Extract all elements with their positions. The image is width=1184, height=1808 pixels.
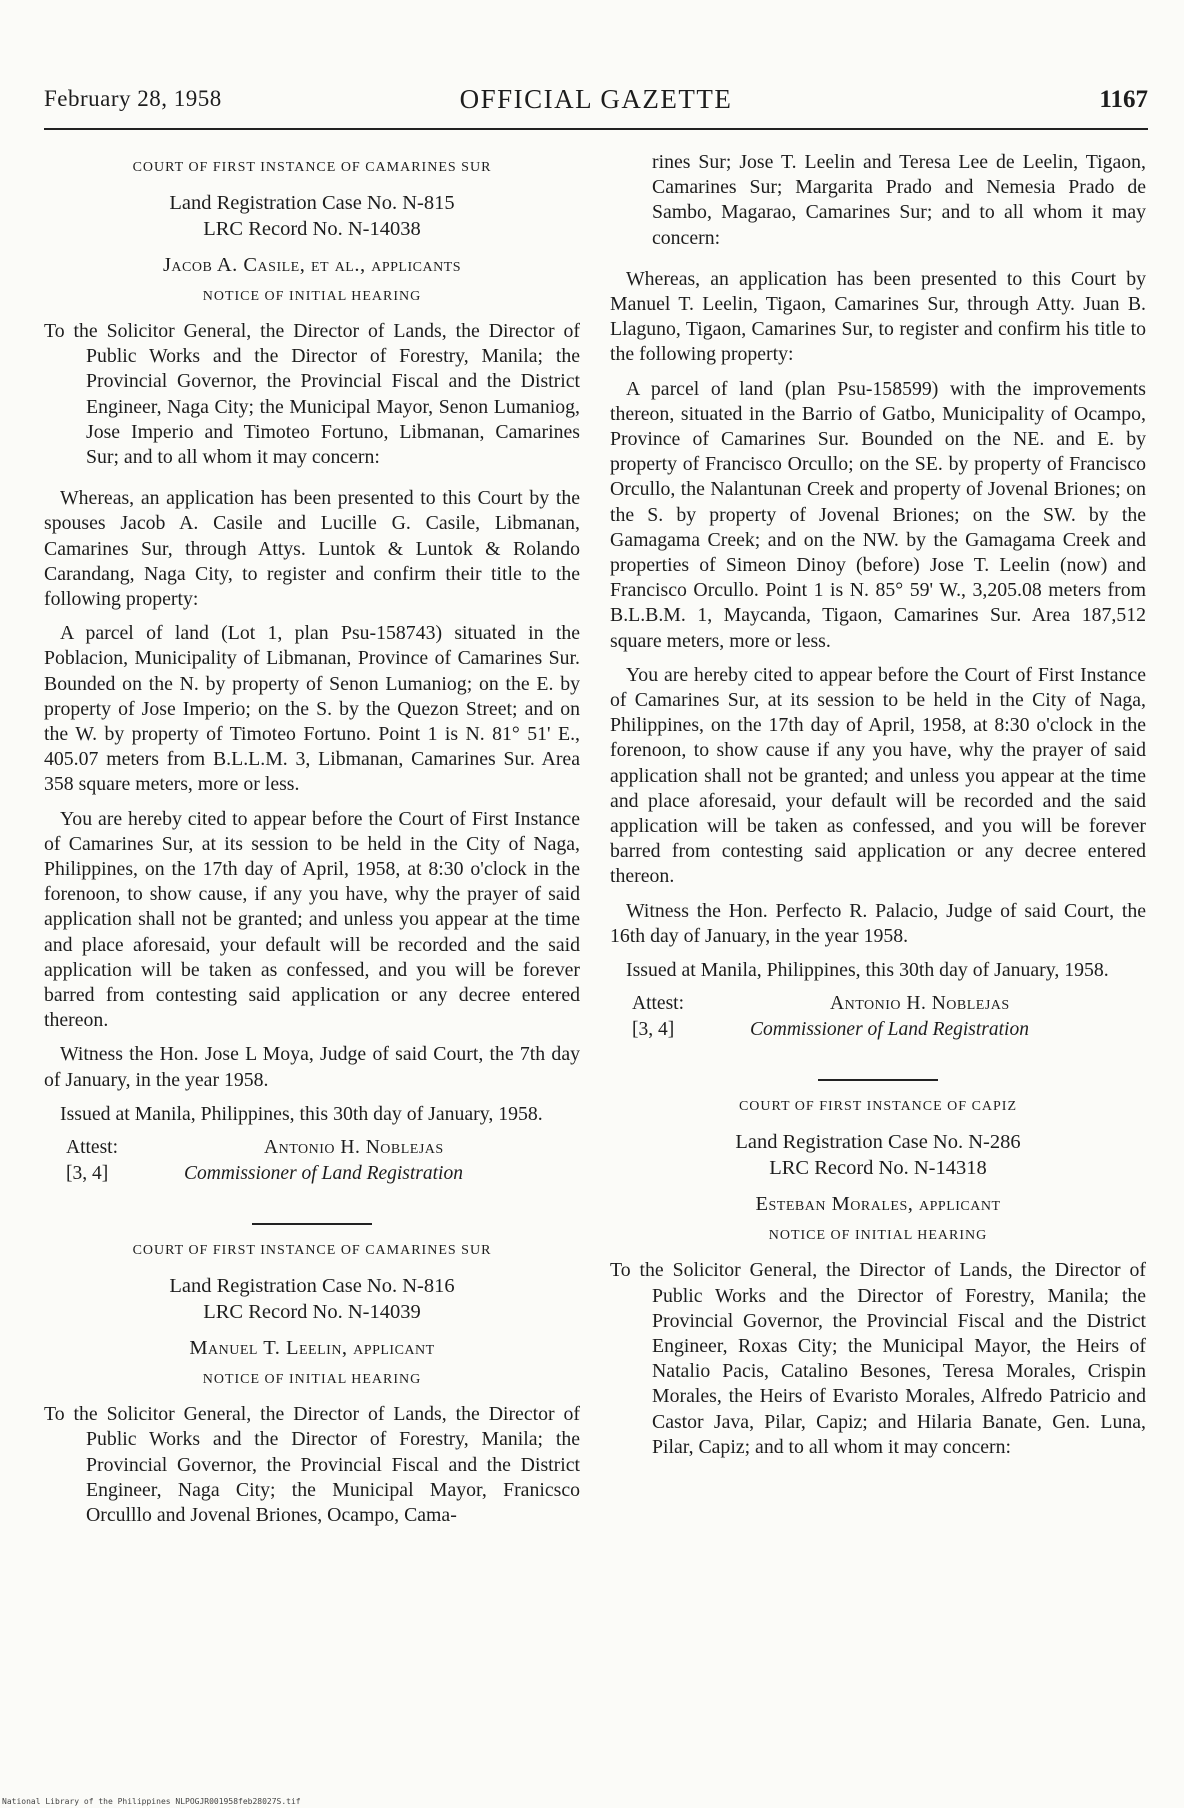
record-number: LRC Record No. N-14039 xyxy=(203,1301,421,1324)
case-number: Land Registration Case No. N-286 xyxy=(735,1131,1021,1154)
addressees-continued: rines Sur; Jose T. Leelin and Teresa Lee de Leelin, Tigaon, Camarines Sur; Margarita Prado and Nemesia Prado de Sambo, Magarao, Camarines Sur; and to all whom it may concern: xyxy=(652,151,1146,249)
notice-divider xyxy=(818,1079,938,1081)
court-name: COURT OF FIRST INSTANCE OF CAMARINES SUR xyxy=(132,160,492,175)
addressees-paragraph: To the Solicitor General, the Director of Lands, the Director of Public Works and the Director of Forestry, Manila; the Provincial Governor, the Provincial Fiscal and the District Engineer, Naga City; the Municipal Mayor, Senon Lumaniog, Jose Imperio and Timoteo Fortuno, Libmanan, Camarines Sur; and to all whom it may concern: xyxy=(44,320,580,469)
publication-title: OFFICIAL GAZETTE xyxy=(459,84,733,114)
record-number: LRC Record No. N-14318 xyxy=(769,1157,987,1180)
signer-title: Commissioner of Land Registration xyxy=(750,1019,1029,1041)
signer-name: Antonio H. Noblejas xyxy=(264,1137,444,1159)
whereas-paragraph: Whereas, an application has been presented to this Court by the spouses Jacob A. Casile and Lucille G. Casile, Libmanan, Camarines Sur, through Attys. Luntok & Luntok & Rolando Carandang, Naga City, to register and confirm their title to the following property: xyxy=(44,487,580,611)
witness-paragraph: Witness the Hon. Jose L Moya, Judge of said Court, the 7th day of January, in the year 1958. xyxy=(44,1043,580,1091)
applicant-name: Esteban Morales, applicant xyxy=(755,1193,1001,1216)
right-column xyxy=(610,150,1146,1460)
notice-heading: NOTICE OF INITIAL HEARING xyxy=(202,289,422,304)
signer-name: Antonio H. Noblejas xyxy=(830,993,1010,1015)
signer-title: Commissioner of Land Registration xyxy=(184,1163,463,1185)
court-name: COURT OF FIRST INSTANCE OF CAMARINES SUR xyxy=(132,1243,492,1259)
attest-label: Attest: xyxy=(632,993,684,1015)
header-rule xyxy=(44,128,1148,130)
notice-divider xyxy=(252,1223,372,1225)
page-number: 1167 xyxy=(1099,86,1148,113)
court-name: COURT OF FIRST INSTANCE OF CAPIZ xyxy=(738,1099,1018,1115)
citation-paragraph: You are hereby cited to appear before the Court of First Instance of Camarines Sur, at its session to be held in the City of Naga, Philippines, on the 17th day of April, 1958, at 8:30 o'clock in the forenoon, to show cause, if any you have, why the prayer of said application shall not be granted; and unless you appear at the time and place aforesaid, your default will be recorded and the said application will be taken as confessed, and you will be forever barred from contesting said application or any decree entered thereon. xyxy=(44,807,580,1032)
parcel-paragraph: A parcel of land (plan Psu-158599) with the improvements thereon, situated in the Barrio of Gatbo, Municipality of Ocampo, Province of Camarines Sur. Bounded on the NE. and E. by property of Francisco Orcullo; on the SE. by property of Francisco Orcullo, the Nalantunan Creek and property of Jovenal Briones; on the S. by property of Jovenal Briones; on the SW. by the Gamagama Creek; and on the NW. by the Gamagama Creek and properties of Simeon Dinoy (before) Jose T. Leelin (now) and Francisco Orcullo. Point 1 is N. 85° 59' W., 3,205.08 meters from B.L.B.M. 1, Maycanda, Tigaon, Camarines Sur. Area 187,512 square meters, more or less. xyxy=(610,377,1146,652)
reference-tag: [3, 4] xyxy=(632,1019,675,1041)
reference-tag: [3, 4] xyxy=(66,1163,109,1185)
left-column xyxy=(44,150,580,1528)
issued-paragraph: Issued at Manila, Philippines, this 30th day of January, 1958. xyxy=(60,1102,543,1125)
case-number: Land Registration Case No. N-816 xyxy=(169,1275,455,1298)
notice-heading: NOTICE OF INITIAL HEARING xyxy=(768,1228,988,1244)
issued-paragraph: Issued at Manila, Philippines, this 30th day of January, 1958. xyxy=(626,959,1109,982)
page-header xyxy=(44,86,1148,118)
applicant-name: Jacob A. Casile, et al., applicants xyxy=(162,254,462,276)
applicant-name: Manuel T. Leelin, applicant xyxy=(189,1337,435,1360)
addressees-paragraph: To the Solicitor General, the Director of Lands, the Director of Public Works and the Director of Forestry, Manila; the Provincial Governor, the Provincial Fiscal and the District Engineer, Roxas City; the Municipal Mayor, the Heirs of Natalio Pacis, Catalino Besones, Teresa Morales, Crispin Morales, the Heirs of Evaristo Morales, Alfredo Patricio and Castor Java, Pilar, Capiz; and Hilaria Banate, Gen. Luna, Pilar, Capiz; and to all whom it may concern: xyxy=(610,1259,1146,1458)
parcel-paragraph: A parcel of land (Lot 1, plan Psu-158743) situated in the Poblacion, Municipality of Libmanan, Province of Camarines Sur. Bounded on the N. by property of Senon Lumaniog; on the E. by property of Jose Imperio; on the S. by the Quezon Street; and on the W. by property of Timoteo Fortuno. Point 1 is N. 81° 51' E., 405.07 meters from B.L.L.M. 3, Libmanan, Camarines Sur. Area 358 square meters, more or less. xyxy=(44,622,580,796)
signature-block xyxy=(44,1137,580,1193)
addressees-paragraph: To the Solicitor General, the Director of Lands, the Director of Public Works and the Director of Forestry, Manila; the Provincial Governor, the Provincial Fiscal and the District Engineer, Naga City; the Municipal Mayor, Franicsco Orculllo and Jovenal Briones, Ocampo, Cama- xyxy=(44,1403,580,1526)
signature-block xyxy=(610,993,1146,1049)
notice-heading: NOTICE OF INITIAL HEARING xyxy=(202,1372,422,1388)
attest-label: Attest: xyxy=(66,1137,118,1159)
scan-footer: National Library of the Philippines NLPOGJR001958feb28027S.tif xyxy=(2,1797,301,1806)
issue-date: February 28, 1958 xyxy=(44,86,222,111)
witness-paragraph: Witness the Hon. Perfecto R. Palacio, Judge of said Court, the 16th day of January, in the year 1958. xyxy=(610,899,1146,947)
whereas-paragraph: Whereas, an application has been presented to this Court by Manuel T. Leelin, Tigaon, Camarines Sur, through Atty. Juan B. Llaguno, Tigaon, Camarines Sur, to register and confirm his title to the following property: xyxy=(610,267,1146,366)
citation-paragraph: You are hereby cited to appear before the Court of First Instance of Camarines Sur, at its session to be held in the City of Naga, Philippines, on the 17th day of April, 1958, at 8:30 o'clock in the forenoon, to show cause if any you have, why the prayer of said application shall not be granted; and unless you appear at the time and place aforesaid, your default will be recorded and the said application will be taken as confessed, and you will be forever barred from contesting said application or any decree entered thereon. xyxy=(610,663,1146,888)
case-number: Land Registration Case No. N-815 xyxy=(169,192,455,214)
record-number: LRC Record No. N-14038 xyxy=(203,218,421,240)
